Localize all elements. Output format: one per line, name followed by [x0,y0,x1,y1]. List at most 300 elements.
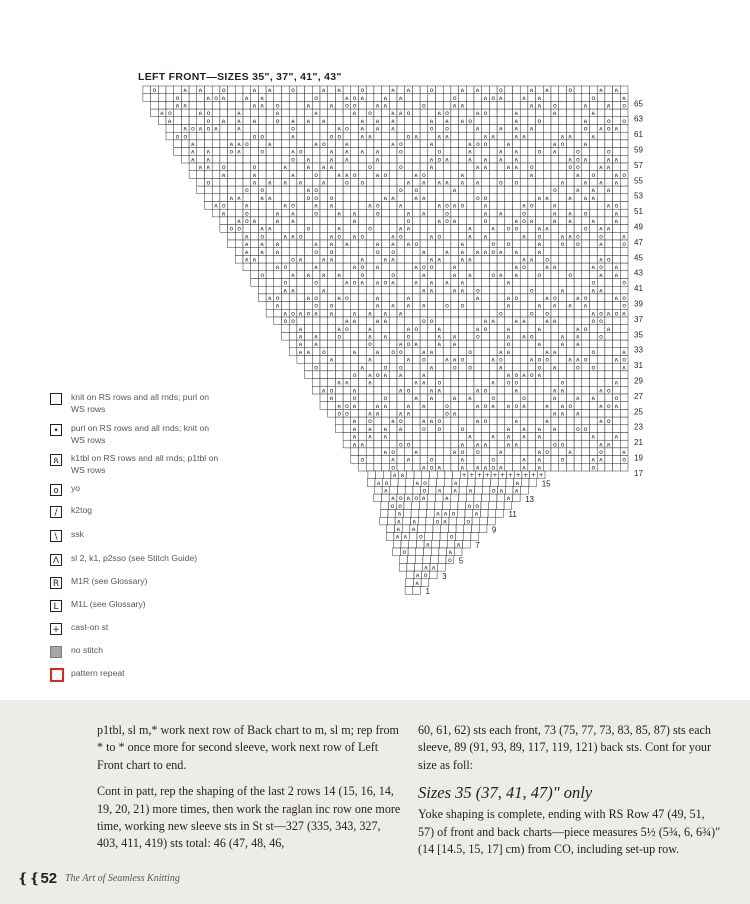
chart-stitch-symbol: ጰ [499,94,503,102]
chart-cell [497,101,505,109]
chart-stitch-symbol: o [545,449,550,456]
chart-stitch-symbol: o [345,102,349,110]
chart-cell [328,225,336,233]
chart-cell [335,340,343,348]
chart-cell [474,317,482,325]
chart-cell [459,232,467,240]
chart-stitch-symbol: ጰ [337,225,342,233]
chart-cell [220,140,228,148]
chart-cell [582,448,590,456]
row-number-label: 31 [634,361,643,371]
chart-stitch-symbol: o [291,156,295,164]
chart-cell [543,409,551,417]
chart-cell [405,148,413,156]
chart-stitch-symbol: ጰ [345,156,349,164]
chart-cell [366,317,374,325]
chart-stitch-symbol: ጰ [475,418,480,426]
chart-cell [459,109,467,117]
chart-cell [474,409,482,417]
chart-cell [459,263,467,271]
chart-cell [400,556,408,564]
chart-stitch-symbol: ጰ [622,310,627,318]
chart-stitch-symbol: o [514,402,519,410]
chart-stitch-symbol: ጰ [337,325,342,333]
chart-cell [574,101,582,109]
chart-stitch-symbol: o [537,364,542,372]
chart-stitch-symbol: ጰ [368,325,372,333]
chart-cell [613,232,621,240]
chart-cell [489,86,497,94]
chart-cell [620,163,628,171]
chart-cell [505,356,513,364]
row-number-label: 65 [634,99,643,109]
chart-cell [428,202,436,210]
chart-cell [457,510,465,518]
chart-stitch-symbol: ጰ [475,325,480,333]
chart-stitch-symbol: ጰ [514,117,519,125]
chart-cell [574,348,582,356]
chart-cell [289,178,297,186]
chart-cell [574,86,582,94]
chart-cell [411,510,419,518]
chart-stitch-symbol: o [237,225,242,233]
chart-stitch-symbol: ጰ [283,202,288,210]
chart-cell [605,371,613,379]
chart-cell [566,286,574,294]
chart-stitch-symbol: ጰ [599,164,603,172]
chart-stitch-symbol: ጰ [514,318,519,326]
chart-cell [620,255,628,263]
chart-cell [505,317,513,325]
chart-stitch-symbol: o [552,102,557,110]
chart-stitch-symbol: o [191,125,195,133]
chart-cell [359,317,367,325]
chart-cell [405,255,413,263]
chart-cell [431,548,439,556]
chart-cell [582,309,590,317]
chart-cell [489,340,497,348]
chart-cell [258,178,266,186]
chart-cell [328,109,336,117]
chart-cell [312,148,320,156]
chart-stitch-symbol: o [423,572,428,580]
chart-stitch-symbol: ጰ [283,164,288,172]
chart-cell [482,356,490,364]
chart-cell [343,86,351,94]
chart-stitch-symbol: ጰ [522,425,526,433]
chart-stitch-symbol: ጰ [237,141,242,148]
chart-cell [445,471,453,479]
chart-stitch-symbol: o [499,87,503,95]
chart-cell [428,302,436,310]
chart-stitch-symbol: ጰ [403,533,408,541]
chart-stitch-symbol: ጰ [583,102,588,110]
chart-cell [536,309,544,317]
chart-stitch-symbol: ጰ [483,202,488,210]
chart-cell [374,286,382,294]
chart-cell [420,109,428,117]
chart-stitch-symbol: ጰ [368,356,372,364]
chart-cell [466,94,474,102]
chart-cell [566,425,574,433]
chart-cell [474,271,482,279]
chart-cell [440,533,448,541]
chart-stitch-symbol: + [530,472,537,480]
chart-cell [482,125,490,133]
chart-stitch-symbol: ጰ [252,171,257,179]
chart-cell [382,340,390,348]
chart-cell [474,302,482,310]
chart-stitch-symbol: ጰ [560,287,565,295]
chart-cell [320,109,328,117]
chart-stitch-symbol: ጰ [337,379,342,387]
chart-cell [328,363,336,371]
chart-cell [343,302,351,310]
chart-stitch-symbol: ጰ [529,171,534,179]
chart-stitch-symbol: o [398,348,403,356]
chart-cell [466,163,474,171]
chart-cell [459,209,467,217]
chart-cell [551,402,559,410]
chart-stitch-symbol: ጰ [614,125,619,133]
chart-cell [258,294,266,302]
chart-cell [282,294,290,302]
chart-cell [505,117,513,125]
chart-cell [374,340,382,348]
chart-cell [566,394,574,402]
chart-stitch-symbol: o [445,410,449,418]
chart-cell [551,279,559,287]
row-number-label: 41 [634,284,643,294]
chart-stitch-symbol: ጰ [329,356,334,364]
chart-stitch-symbol: o [449,533,454,541]
chart-cell [466,325,474,333]
chart-cell [504,502,512,510]
chart-stitch-symbol: o [583,210,588,218]
chart-cell [489,148,497,156]
chart-cell [274,255,282,263]
chart-cell [521,486,529,494]
chart-cell [443,394,451,402]
chart-cell [574,263,582,271]
chart-cell [559,294,567,302]
chart-stitch-symbol: ጰ [529,125,534,133]
chart-cell [605,86,613,94]
chart-cell [320,94,328,102]
chart-stitch-symbol: ጰ [445,156,449,164]
chart-stitch-symbol: o [514,179,519,187]
chart-stitch-symbol: ጰ [552,110,557,118]
chart-cell [382,263,390,271]
chart-cell [582,286,590,294]
chart-stitch-symbol: ጰ [406,456,411,464]
chart-stitch-symbol: ጰ [198,87,203,95]
chart-stitch-symbol: ጰ [422,379,426,387]
chart-cell [605,456,613,464]
chart-cell [328,178,336,186]
chart-cell [489,178,497,186]
chart-cell [428,425,436,433]
chart-cell [289,186,297,194]
chart-stitch-symbol: ጰ [383,372,388,379]
chart-stitch-symbol: o [475,194,480,202]
chart-cell [451,109,459,117]
chart-cell [428,440,436,448]
chart-stitch-symbol: ጰ [244,256,249,264]
chart-stitch-symbol: o [368,341,372,349]
chart-cell [412,286,420,294]
chart-stitch-symbol: o [445,202,449,210]
chart-stitch-symbol: ጰ [397,518,401,526]
chart-cell [436,294,444,302]
chart-cell [482,371,490,379]
chart-cell [497,440,505,448]
chart-cell [343,163,351,171]
chart-cell [528,417,536,425]
chart-cell [551,117,559,125]
chart-cell [505,217,513,225]
chart-stitch-symbol: ጰ [375,348,380,356]
chart-cell [497,379,505,387]
chart-stitch-symbol: o [422,102,426,110]
chart-stitch-symbol: o [452,94,457,102]
chart-cell [559,325,567,333]
chart-cell [420,125,428,133]
chart-stitch-symbol: ጰ [506,433,511,441]
chart-cell [289,225,297,233]
chart-cell [620,209,628,217]
chart-cell [551,155,559,163]
chart-cell [282,171,290,179]
chart-cell [613,463,621,471]
chart-cell [282,225,290,233]
chart-stitch-symbol: o [368,418,372,426]
chart-cell [505,232,513,240]
chart-cell [320,356,328,364]
chart-cell [274,271,282,279]
chart-stitch-symbol: ጰ [329,102,334,110]
chart-cell [443,448,451,456]
chart-cell [205,101,213,109]
chart-stitch-symbol: ጰ [514,156,519,164]
chart-cell [505,178,513,186]
chart-cell [513,86,521,94]
chart-cell [412,371,420,379]
pattern-repeat-box-icon [50,668,64,682]
chart-cell [497,194,505,202]
chart-cell [393,540,401,548]
chart-cell [428,109,436,117]
chart-cell [459,348,467,356]
chart-stitch-symbol: o [402,549,407,557]
chart-cell [513,463,521,471]
chart-cell [559,171,567,179]
chart-cell [274,148,282,156]
chart-stitch-symbol: ጰ [506,348,511,356]
chart-cell [382,294,390,302]
chart-stitch-symbol: o [529,372,534,379]
chart-stitch-symbol: o [499,179,503,187]
chart-cell [197,155,205,163]
chart-cell [520,386,528,394]
chart-cell [444,479,452,487]
chart-stitch-symbol: ጰ [576,356,580,364]
chart-cell [359,386,367,394]
chart-cell [266,101,274,109]
chart-cell [416,540,424,548]
chart-cell [382,248,390,256]
chart-cell [574,309,582,317]
chart-cell [605,263,613,271]
chart-cell [158,94,166,102]
chart-stitch-symbol: o [445,302,449,310]
chart-stitch-symbol: o [606,125,611,133]
chart-stitch-symbol: o [560,456,565,464]
chart-cell [390,479,398,487]
chart-cell [597,132,605,140]
chart-stitch-symbol: ጰ [283,179,288,187]
chart-stitch-symbol: o [398,187,403,195]
chart-cell [428,448,436,456]
chart-cell [454,548,462,556]
chart-stitch-symbol: ጰ [406,179,411,187]
chart-stitch-symbol: ጰ [576,325,580,333]
chart-cell [497,409,505,417]
chart-cell [474,240,482,248]
chart-cell [543,186,551,194]
chart-stitch-symbol: ጰ [522,233,526,241]
chart-stitch-symbol: ጰ [460,117,465,125]
chart-cell [443,148,451,156]
chart-stitch-symbol: o [483,418,488,426]
chart-stitch-symbol: ጰ [429,287,434,295]
chart-cell [543,456,551,464]
chart-cell [328,332,336,340]
chart-cell [305,109,313,117]
chart-cell [412,463,420,471]
chart-cell [420,94,428,102]
chart-stitch-symbol: o [437,148,442,156]
chart-cell [574,417,582,425]
chart-cell [443,433,451,441]
chart-stitch-symbol: ጰ [424,564,429,572]
chart-stitch-symbol: ጰ [352,387,357,395]
chart-stitch-symbol: ጰ [383,94,388,102]
chart-cell [620,286,628,294]
chart-cell [235,248,243,256]
chart-cell [482,332,490,340]
chart-cell [374,140,382,148]
chart-stitch-symbol: ጰ [499,156,503,164]
chart-cell [620,417,628,425]
chart-cell [289,194,297,202]
chart-cell [597,279,605,287]
chart-cell [282,125,290,133]
chart-stitch-symbol: o [445,110,449,118]
chart-cell [459,140,467,148]
chart-cell [420,117,428,125]
chart-cell [551,448,559,456]
chart-cell [366,463,374,471]
chart-cell [474,340,482,348]
chart-cell [528,379,536,387]
chart-cell [305,178,313,186]
chart-cell [389,186,397,194]
chart-cell [266,240,274,248]
chart-cell [235,163,243,171]
chart-cell [412,417,420,425]
chart-cell [328,217,336,225]
chart-stitch-symbol: ጰ [198,110,203,118]
chart-cell [613,140,621,148]
chart-stitch-symbol: + [523,472,529,480]
chart-cell [366,279,374,287]
chart-stitch-symbol: ጰ [314,333,319,341]
chart-cell [590,409,598,417]
chart-cell [566,101,574,109]
chart-stitch-symbol: ጰ [268,295,272,302]
chart-stitch-symbol: ጰ [298,348,303,356]
chart-cell [543,217,551,225]
chart-cell [389,263,397,271]
chart-stitch-symbol: o [244,187,249,195]
chart-cell [366,186,374,194]
chart-stitch-symbol: ጰ [506,441,511,449]
chart-cell [456,525,464,533]
chart-stitch-symbol: o [599,449,603,456]
chart-cell [505,409,513,417]
chart-cell [408,548,416,556]
chart-cell [351,325,359,333]
chart-cell [528,433,536,441]
chart-cell [574,271,582,279]
chart-stitch-symbol: ጰ [475,387,480,395]
chart-stitch-symbol: ጰ [383,256,388,264]
chart-stitch-symbol: ጰ [406,302,411,310]
chart-cell [266,248,274,256]
chart-stitch-symbol: ጰ [599,441,603,449]
chart-cell [620,325,628,333]
chart-stitch-symbol: ጰ [283,287,288,295]
chart-stitch-symbol: o [529,164,534,172]
chart-cell [436,302,444,310]
chart-stitch-symbol: ጰ [345,141,349,148]
chart-cell [351,163,359,171]
chart-cell [282,332,290,340]
chart-cell [520,409,528,417]
chart-stitch-symbol: ጰ [552,218,557,225]
chart-cell [559,417,567,425]
chart-stitch-symbol: o [406,341,411,349]
chart-cell [420,456,428,464]
chart-cell [528,140,536,148]
chart-stitch-symbol: ጰ [337,125,342,133]
chart-stitch-symbol: ጰ [537,248,542,256]
chart-stitch-symbol: o [460,202,465,210]
chart-stitch-symbol: o [606,387,611,395]
chart-cell [397,332,405,340]
chart-cell [420,232,428,240]
chart-cell [605,271,613,279]
chart-stitch-symbol: o [283,318,288,326]
chart-stitch-symbol: o [329,387,334,395]
chart-cell [397,132,405,140]
chart-stitch-symbol: o [352,395,357,403]
chart-cell [520,155,528,163]
chart-cell [590,86,598,94]
chart-cell [436,248,444,256]
chart-stitch-symbol: ጰ [437,110,442,118]
